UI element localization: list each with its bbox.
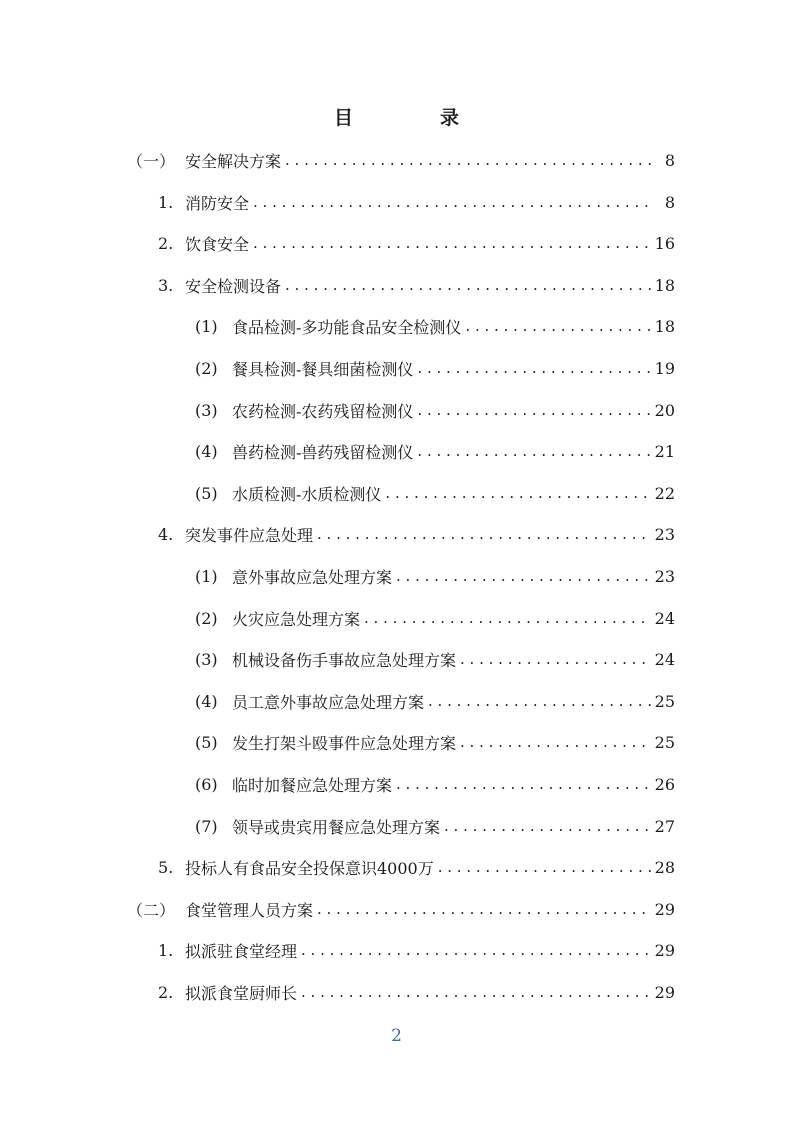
dot-leader: [396, 567, 651, 585]
toc-entry[interactable]: [195, 806, 675, 846]
toc-entry[interactable]: [127, 140, 675, 180]
toc-entry[interactable]: [158, 265, 675, 305]
toc-entry[interactable]: [158, 930, 675, 970]
toc-entry-page: 19: [654, 358, 675, 378]
toc-entry-page: 28: [654, 857, 675, 877]
dot-leader: [301, 941, 651, 959]
toc-entry-number: (7): [195, 816, 218, 836]
toc-entry-page: 24: [654, 649, 675, 669]
dot-leader: [460, 650, 651, 668]
toc-entry[interactable]: [158, 514, 675, 554]
toc-entry-number: （一）: [127, 151, 176, 171]
dot-leader: [364, 609, 651, 627]
toc-entry-number: (2): [195, 608, 218, 628]
toc-entry-number: (1): [195, 316, 218, 336]
dot-leader: [301, 983, 651, 1001]
toc-entry-label: 领导或贵宾用餐应急处理方案: [232, 817, 441, 837]
toc-entry-number: (2): [195, 358, 218, 378]
toc-entry-page: 29: [654, 940, 675, 960]
toc-entry-label: 饮食安全: [185, 234, 250, 254]
toc-entry-page: 25: [654, 732, 675, 752]
dot-leader: [285, 276, 651, 294]
toc-entry[interactable]: [195, 473, 675, 513]
toc-title: 目 录: [333, 107, 493, 129]
toc-entry-number: (1): [195, 566, 218, 586]
toc-entry-number: （二）: [127, 900, 176, 920]
dot-leader: [285, 151, 651, 169]
toc-entry-page: 27: [654, 816, 675, 836]
toc-entry-page: 29: [654, 899, 675, 919]
toc-entry-label: 发生打架斗殴事件应急处理方案: [232, 733, 457, 753]
dot-leader: [253, 234, 651, 252]
toc-entry-number: 4.: [158, 524, 174, 544]
toc-entry-label: 机械设备伤手事故应急处理方案: [232, 650, 457, 670]
toc-entry-number: 5.: [158, 857, 174, 877]
dot-leader: [417, 359, 650, 377]
toc-entry-page: 18: [654, 275, 675, 295]
toc-entry-page: 18: [654, 316, 675, 336]
toc-entry-page: 26: [654, 774, 675, 794]
toc-entry-number: (3): [195, 649, 218, 669]
toc-entry[interactable]: [195, 348, 675, 388]
toc-entry[interactable]: [127, 889, 675, 929]
toc-entry[interactable]: [158, 182, 675, 222]
toc-entry-label: 拟派驻食堂经理: [185, 941, 298, 961]
toc-entry-number: 2.: [158, 233, 174, 253]
toc-entry-number: (3): [195, 400, 218, 420]
toc-entry[interactable]: [158, 847, 675, 887]
toc-entry[interactable]: [195, 390, 675, 430]
toc-entry-number: 2.: [158, 982, 174, 1002]
dot-leader: [465, 317, 650, 335]
dot-leader: [253, 193, 651, 211]
toc-entry-number: (4): [195, 691, 218, 711]
dot-leader: [444, 817, 651, 835]
toc-entry-page: 25: [654, 691, 675, 711]
toc-entry-label: 临时加餐应急处理方案: [232, 775, 393, 795]
dot-leader: [317, 525, 651, 543]
toc-entry-page: 8: [664, 192, 675, 212]
toc-entry-label: 消防安全: [185, 193, 250, 213]
toc-entry-number: (6): [195, 774, 218, 794]
toc-entry[interactable]: [195, 639, 675, 679]
toc-entry-label: 火灾应急处理方案: [232, 609, 361, 629]
toc-entry[interactable]: [195, 306, 675, 346]
dot-leader: [385, 484, 650, 502]
toc-entry-page: 22: [654, 483, 675, 503]
toc-entry-label: 餐具检测-餐具细菌检测仪: [232, 359, 414, 379]
toc-entry-page: 29: [654, 982, 675, 1002]
toc-entry[interactable]: [195, 431, 675, 471]
toc-entry[interactable]: [158, 972, 675, 1012]
toc-entry-label: 意外事故应急处理方案: [232, 567, 393, 587]
dot-leader: [417, 442, 650, 460]
toc-entry-page: 24: [654, 608, 675, 628]
toc-entry-page: 23: [654, 524, 675, 544]
toc-entry-label: 安全检测设备: [185, 276, 282, 296]
toc-entry-label: 拟派食堂厨师长: [185, 983, 298, 1003]
toc-entry-page: 16: [654, 233, 675, 253]
toc-entry[interactable]: [195, 764, 675, 804]
toc-entry-number: 3.: [158, 275, 174, 295]
toc-entry-label: 投标人有食品安全投保意识4000万: [185, 858, 434, 878]
toc-entry-label: 农药检测-农药残留检测仪: [232, 401, 414, 421]
toc-entry[interactable]: [195, 556, 675, 596]
dot-leader: [460, 733, 651, 751]
toc-entry-label: 突发事件应急处理: [185, 525, 314, 545]
toc-entry-label: 员工意外事故应急处理方案: [232, 692, 425, 712]
toc-entry-label: 兽药检测-兽药残留检测仪: [232, 442, 414, 462]
toc-entry-number: (5): [195, 732, 218, 752]
dot-leader: [317, 900, 651, 918]
toc-entry[interactable]: [195, 681, 675, 721]
toc-entry[interactable]: [158, 223, 675, 263]
toc-entry-page: 8: [664, 150, 675, 170]
toc-entry-label: 食品检测-多功能食品安全检测仪: [232, 317, 462, 337]
toc-entry-label: 水质检测-水质检测仪: [232, 484, 382, 504]
toc-entry-page: 21: [654, 441, 675, 461]
dot-leader: [396, 775, 651, 793]
dot-leader: [417, 401, 650, 419]
toc-entry[interactable]: [195, 598, 675, 638]
dot-leader: [428, 692, 651, 710]
toc-entry-number: 1.: [158, 192, 174, 212]
dot-leader: [438, 858, 651, 876]
toc-entry-label: 安全解决方案: [185, 151, 282, 171]
toc-entry-number: 1.: [158, 940, 174, 960]
toc-entry-number: (5): [195, 483, 218, 503]
toc-entry-page: 23: [654, 566, 675, 586]
toc-entry-number: (4): [195, 441, 218, 461]
toc-entry-label: 食堂管理人员方案: [185, 900, 314, 920]
toc-entry-page: 20: [654, 400, 675, 420]
toc-entry[interactable]: [195, 722, 675, 762]
page-number: 2: [391, 1026, 402, 1046]
